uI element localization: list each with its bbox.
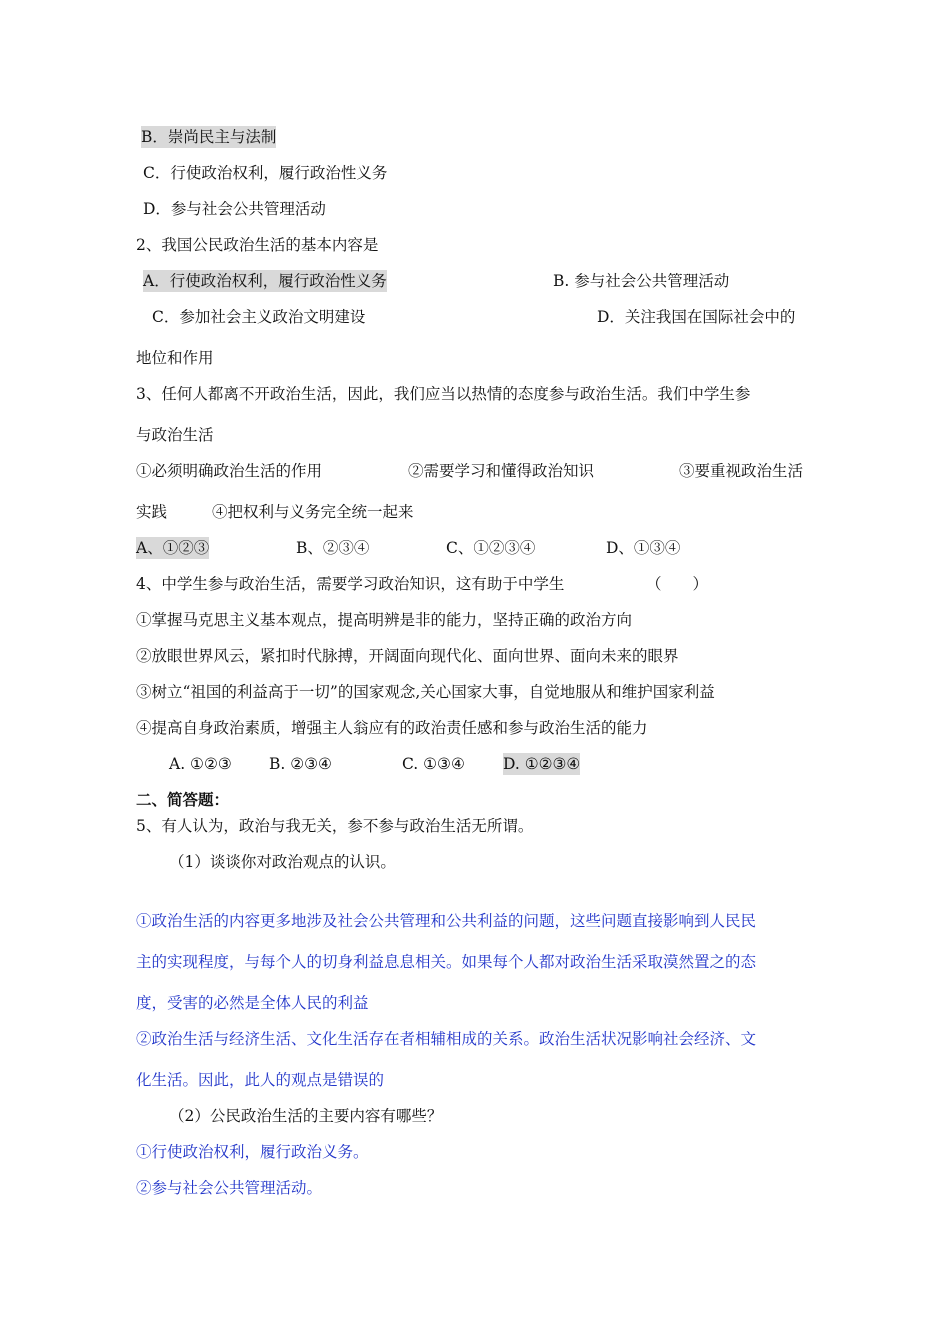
q4-option-a: A. ①②③ <box>169 755 232 773</box>
answer-2-line-1: ②政治生活与经济生活、文化生活存在者相辅相成的关系。政治生活状况影响社会经济、文 <box>136 1030 757 1048</box>
q3-stem-cont: 与政治生活 <box>136 426 214 444</box>
q3-item-4: ④把权利与义务完全统一起来 <box>212 503 414 521</box>
q4-option-b: B. ②③④ <box>269 755 332 773</box>
answer-4: ②参与社会公共管理活动。 <box>136 1179 323 1197</box>
answer-2-line-2: 化生活。因此，此人的观点是错误的 <box>136 1071 385 1089</box>
q5-subquestion-1: （1）谈谈你对政治观点的认识。 <box>169 853 396 871</box>
answer-1-line-1: ①政治生活的内容更多地涉及社会公共管理和公共利益的问题，这些问题直接影响到人民民 <box>136 912 757 930</box>
section-heading: 二、简答题： <box>136 790 230 809</box>
q2-option-b: B. 参与社会公共管理活动 <box>553 272 730 290</box>
q4-item-4: ④提高自身政治素质，增强主人翁应有的政治责任感和参与政治生活的能力 <box>136 719 648 737</box>
q4-item-2: ②放眼世界风云，紧扣时代脉搏，开阔面向现代化、面向世界、面向未来的眼界 <box>136 647 679 665</box>
q2-option-d: D．关注我国在国际社会中的 <box>597 308 796 326</box>
q4-stem: 4、中学生参与政治生活，需要学习政治知识，这有助于中学生 <box>136 575 565 593</box>
q4-answer-paren: （ ） <box>646 575 709 593</box>
q3-stem: 3、任何人都离不开政治生活，因此，我们应当以热情的态度参与政治生活。我们中学生参 <box>136 385 751 403</box>
answer-3: ①行使政治权利，履行政治义务。 <box>136 1143 369 1161</box>
q2-option-c: C．参加社会主义政治文明建设 <box>152 308 366 326</box>
q2-stem: 2、我国公民政治生活的基本内容是 <box>136 236 379 254</box>
q3-option-d: D、①③④ <box>606 539 681 557</box>
q4-item-3: ③树立“祖国的利益高于一切”的国家观念,关心国家大事，自觉地服从和维护国家利益 <box>136 683 715 701</box>
q5-stem: 5、有人认为，政治与我无关，参不参与政治生活无所谓。 <box>136 817 534 835</box>
q2-option-a: A．行使政治权利，履行政治性义务 <box>143 272 387 290</box>
q3-option-a: A、①②③ <box>136 539 210 557</box>
q3-item-1: ①必须明确政治生活的作用 <box>136 462 323 480</box>
q3-item-3: ③要重视政治生活 <box>679 462 804 480</box>
q3-item-3-cont: 实践 <box>136 503 168 521</box>
q2-option-d-cont: 地位和作用 <box>136 349 214 367</box>
q3-option-b: B、②③④ <box>296 539 370 557</box>
q5-subquestion-2: （2）公民政治生活的主要内容有哪些？ <box>169 1107 443 1125</box>
q1-option-c: C．行使政治权利，履行政治性义务 <box>143 164 388 182</box>
q1-option-d: D．参与社会公共管理活动 <box>143 200 326 218</box>
q4-option-c: C. ①③④ <box>402 755 465 773</box>
q1-option-b: B．崇尚民主与法制 <box>141 128 277 146</box>
q4-option-d: D. ①②③④ <box>503 755 581 773</box>
q3-option-c: C、①②③④ <box>446 539 536 557</box>
answer-1-line-2: 主的实现程度，与每个人的切身利益息息相关。如果每个人都对政治生活采取漠然置之的态 <box>136 953 757 971</box>
answer-1-line-3: 度，受害的必然是全体人民的利益 <box>136 994 369 1012</box>
q3-item-2: ②需要学习和懂得政治知识 <box>408 462 595 480</box>
q4-item-1: ①掌握马克思主义基本观点，提高明辨是非的能力，坚持正确的政治方向 <box>136 611 633 629</box>
